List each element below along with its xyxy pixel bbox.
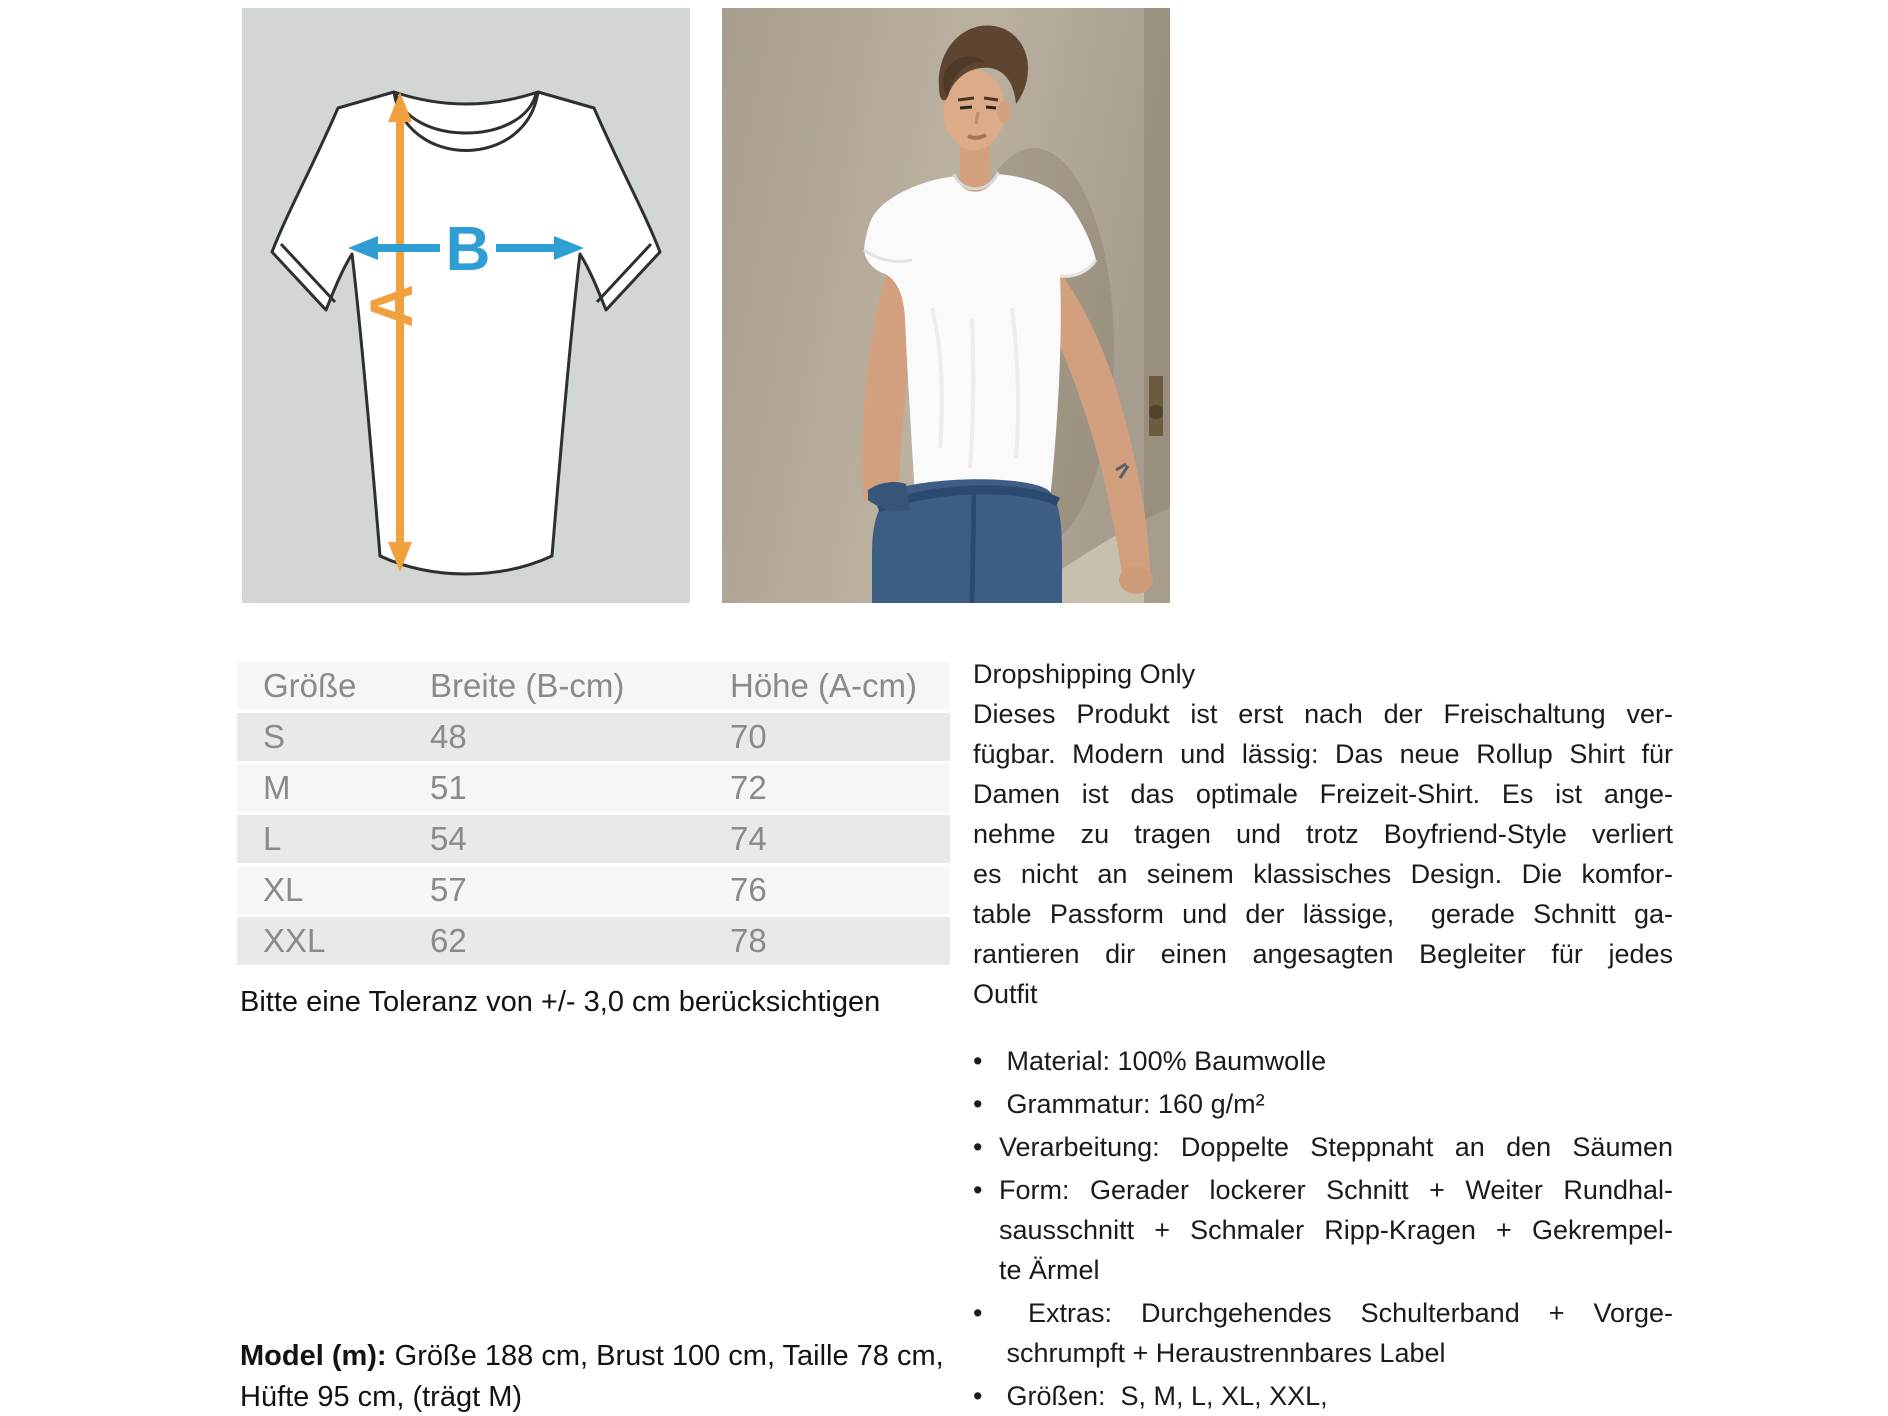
table-row — [237, 764, 950, 812]
description-heading: Dropshipping Only — [973, 659, 1196, 689]
cell-breite: 57 — [430, 871, 467, 908]
arrow-b-label: B — [445, 215, 491, 284]
spec-line: sausschnitt + Schmaler Ripp-Kragen + Gekrempel- — [999, 1215, 1673, 1245]
spec-line: Extras: Durchgehendes Schulterband + Vorge- — [999, 1298, 1673, 1328]
spec-item-groessen — [973, 1376, 1673, 1416]
cell-size: L — [263, 820, 282, 857]
model-info-label: Model (m): — [240, 1340, 387, 1372]
description-line: Damen ist das optimale Freizeit-Shirt. Es ist ange- — [973, 779, 1673, 809]
header-hoehe: Höhe (A-cm) — [730, 667, 918, 704]
table-row — [237, 713, 950, 761]
table-row — [237, 815, 950, 863]
spec-item-extras — [973, 1293, 1673, 1373]
spec-line: Grammatur: 160 g/m² — [999, 1089, 1265, 1119]
spec-item-verarbeitung — [973, 1127, 1673, 1167]
header-breite: Breite (B-cm) — [430, 667, 625, 704]
product-description — [973, 654, 1673, 1416]
description-line: fügbar. Modern und lässig: Das neue Rollup Shirt für — [973, 739, 1673, 769]
description-line: table Passform und der lässige, gerade Schnitt ga- — [973, 899, 1673, 929]
description-line: rantieren dir einen angesagten Begleiter für jedes — [973, 939, 1673, 969]
spec-line: Verarbeitung: Doppelte Steppnaht an den Säumen — [999, 1132, 1673, 1162]
model-photo-illustration — [722, 8, 1170, 603]
tshirt-measurement-illustration — [242, 8, 690, 603]
cell-size: M — [263, 769, 291, 806]
spec-item-grammatur — [973, 1084, 1673, 1124]
model-info-line2: Hüfte 95 cm, (trägt M) — [240, 1381, 523, 1413]
spec-line: schrumpft + Heraustrennbares Label — [999, 1338, 1446, 1368]
size-table — [237, 662, 950, 968]
description-spacer — [973, 1014, 1673, 1041]
model-info-measurements: Größe 188 cm, Brust 100 cm, Taille 78 cm, — [386, 1340, 944, 1372]
cell-size: XL — [263, 871, 304, 908]
model-photo — [722, 8, 1170, 603]
description-line: nehme zu tragen und trotz Boyfriend-Style verliert — [973, 819, 1673, 849]
spec-line: te Ärmel — [999, 1255, 1100, 1285]
cell-size: S — [263, 718, 286, 755]
cell-breite: 51 — [430, 769, 467, 806]
bullet-icon: • — [973, 1175, 983, 1205]
description-line: es nicht an seinem klassisches Design. Die komfor- — [973, 859, 1673, 889]
spec-line: Material: 100% Baumwolle — [999, 1046, 1327, 1076]
spec-line: Größen: S, M, L, XL, XXL, — [999, 1381, 1328, 1411]
bullet-icon: • — [973, 1132, 983, 1162]
cell-hoehe: 70 — [730, 718, 767, 755]
spec-item-material — [973, 1041, 1673, 1081]
table-row — [237, 917, 950, 965]
table-row — [237, 866, 950, 914]
cell-hoehe: 74 — [730, 820, 767, 857]
spec-item-form — [973, 1170, 1673, 1290]
size-diagram — [242, 8, 690, 603]
bullet-icon: • — [973, 1089, 983, 1119]
cell-hoehe: 78 — [730, 922, 767, 959]
arrow-a-label: A — [358, 284, 425, 328]
cell-breite: 62 — [430, 922, 467, 959]
cell-breite: 54 — [430, 820, 467, 857]
bullet-icon: • — [973, 1298, 983, 1328]
cell-size: XXL — [263, 922, 326, 959]
model-info-line1 — [240, 1336, 1000, 1377]
description-line: Dieses Produkt ist erst nach der Freischaltung ver- — [973, 699, 1673, 729]
bullet-icon: • — [973, 1046, 983, 1076]
cell-hoehe: 72 — [730, 769, 767, 806]
tshirt-outline — [272, 92, 660, 574]
header-groesse: Größe — [263, 667, 357, 704]
cell-hoehe: 76 — [730, 871, 767, 908]
description-line: Outfit — [973, 979, 1038, 1009]
bullet-icon: • — [973, 1381, 983, 1411]
model-info — [240, 1336, 1000, 1416]
table-header-row — [237, 662, 950, 710]
spec-line: Form: Gerader lockerer Schnitt + Weiter Rundhal- — [999, 1175, 1673, 1205]
cell-breite: 48 — [430, 718, 467, 755]
tolerance-note: Bitte eine Toleranz von +/- 3,0 cm berücksichtigen — [240, 986, 881, 1018]
